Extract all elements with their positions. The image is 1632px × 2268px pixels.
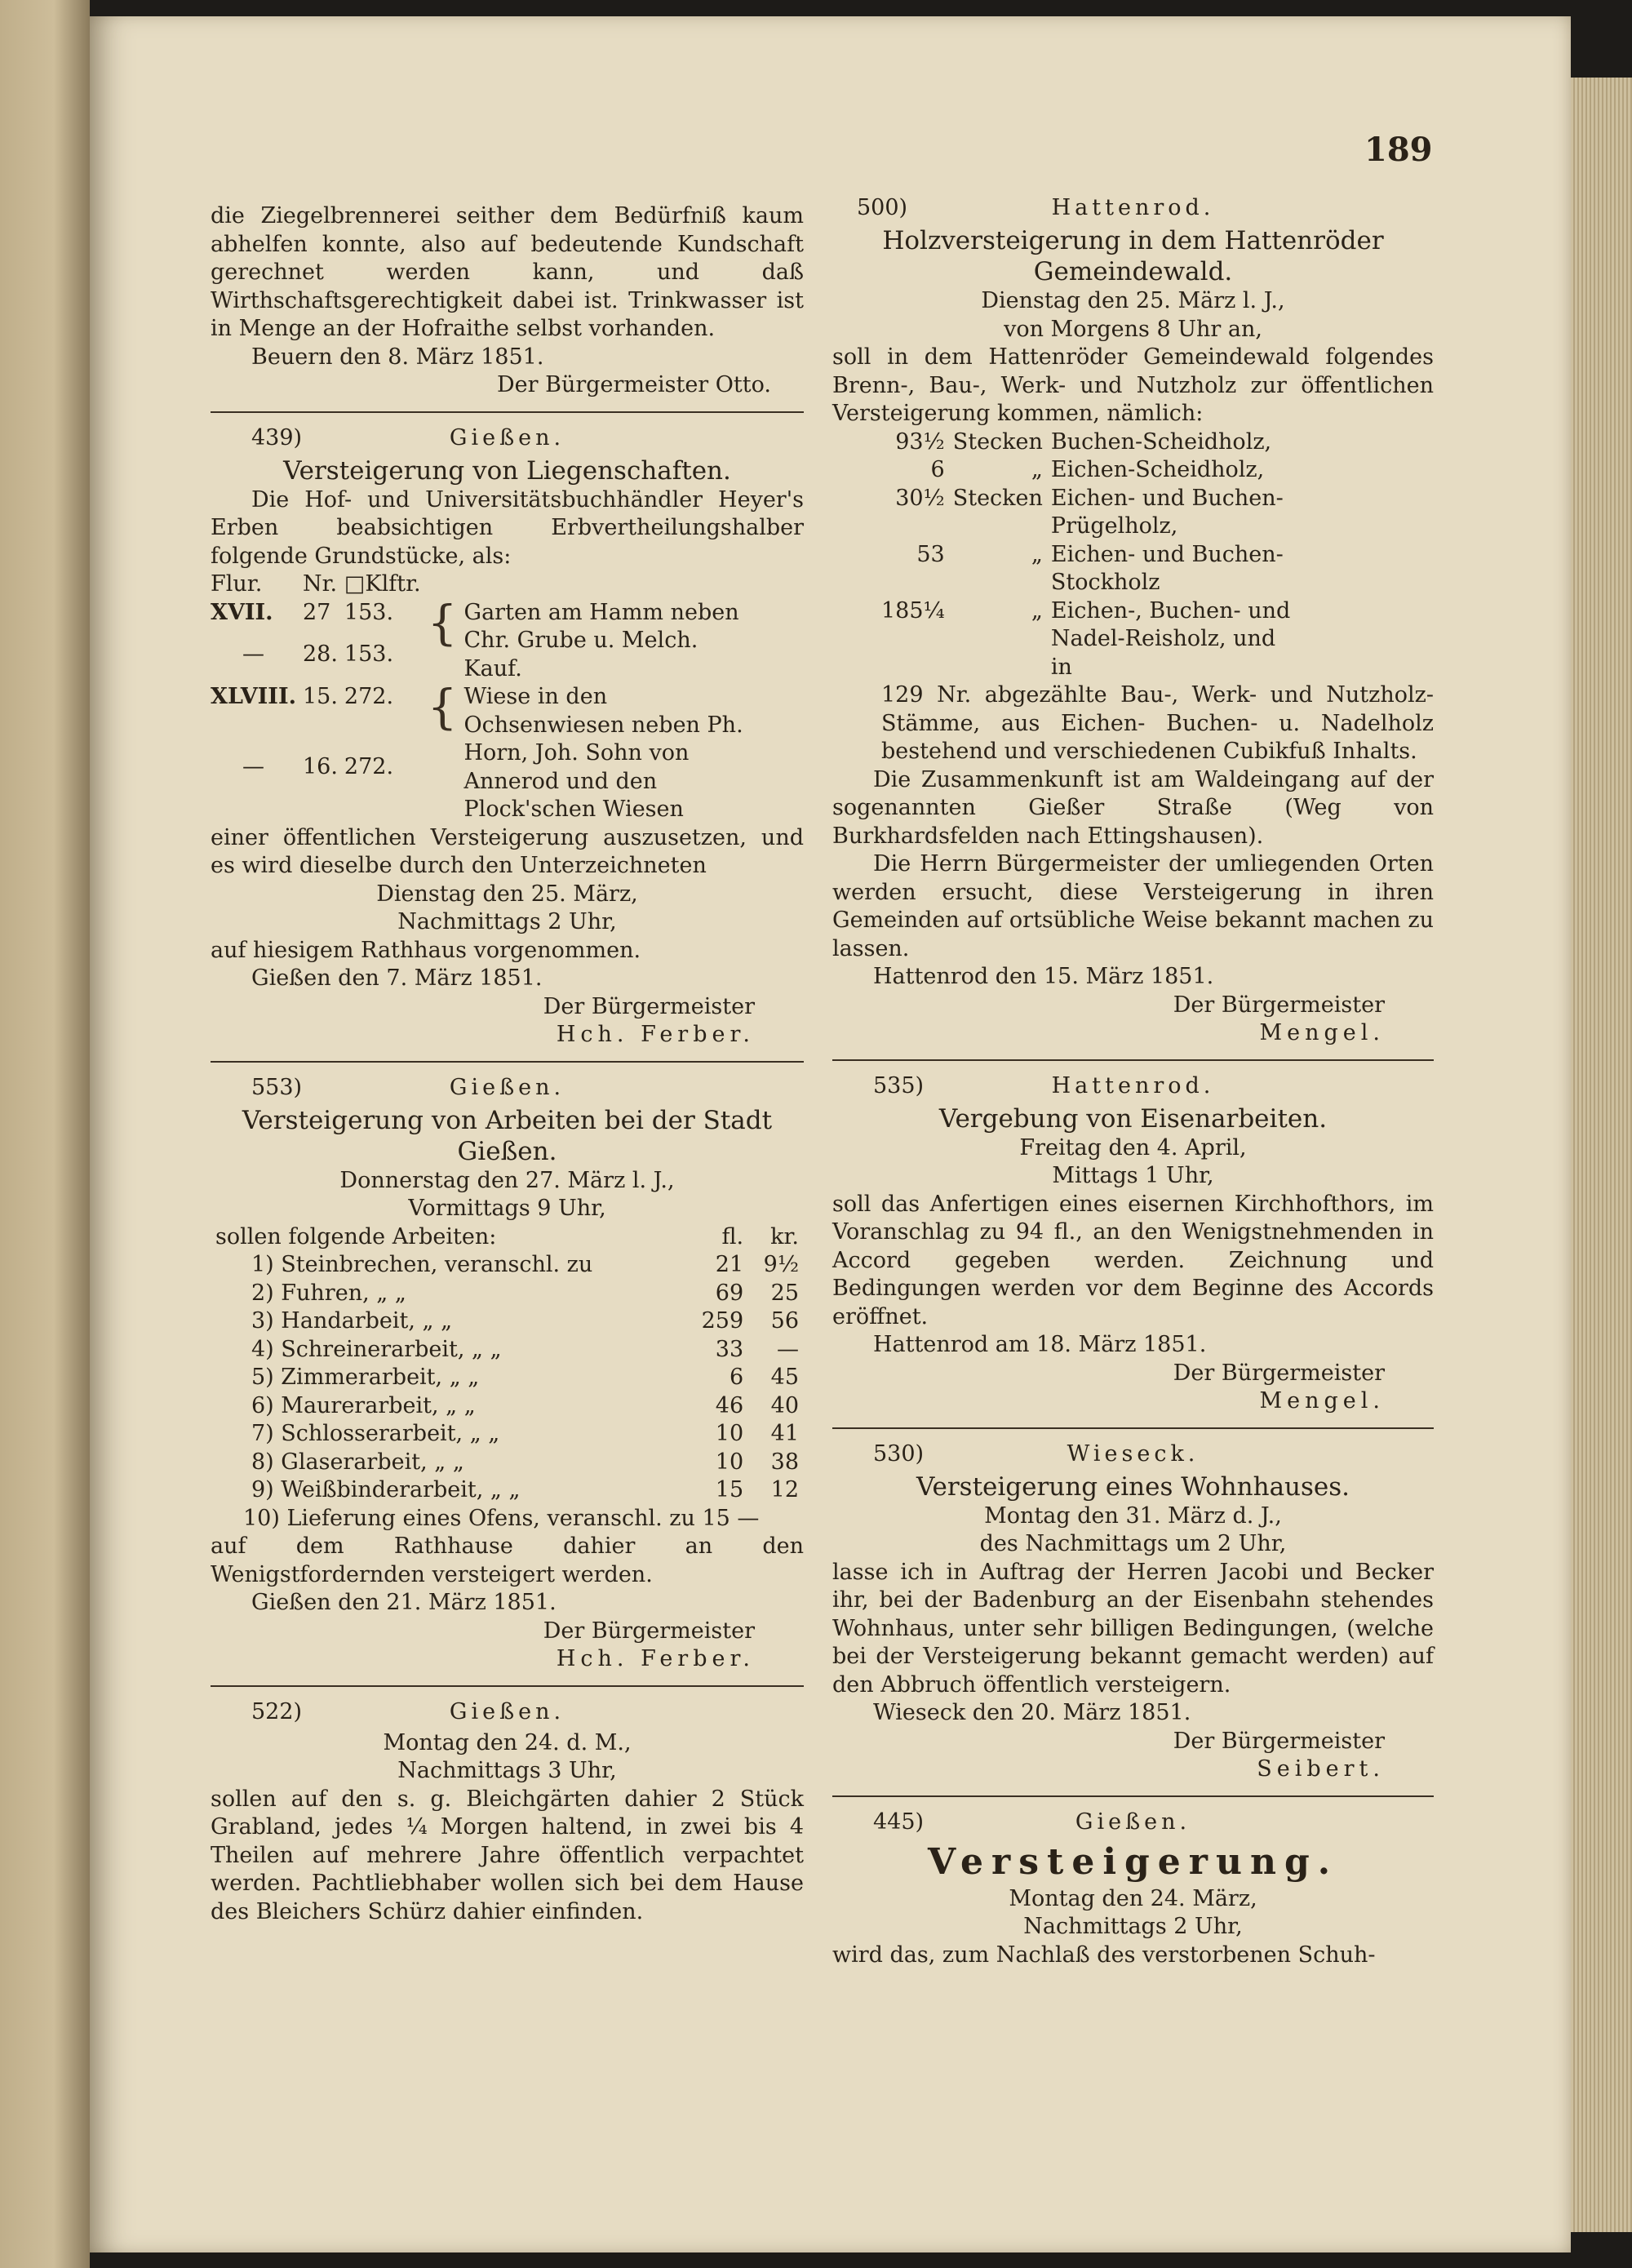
divider: [832, 1427, 1434, 1429]
notice-day: Donnerstag den 27. März l. J.,: [339, 1167, 675, 1193]
page-stack-edge: [1571, 78, 1632, 2232]
notice-place: Gießen.: [449, 1074, 565, 1100]
table-row: 1) Steinbrechen, veranschl. zu 21 9½: [251, 1252, 799, 1277]
notice-time: Nachmittags 2 Uhr,: [1023, 1914, 1243, 1939]
table-row: XLVIII. 15. 272. { Wiese in den Ochsenwiesen neben Ph. Horn, Joh. Sohn von Annerod und den Plock'schen Wiesen: [211, 683, 765, 753]
brace: {: [427, 679, 458, 735]
notice-number: 553): [251, 1074, 303, 1100]
plot-description: Wiese in den Ochsenwiesen neben Ph. Horn, Joh. Sohn von Annerod und den Plock'schen Wiesen: [463, 684, 743, 822]
notice-553: [211, 1074, 804, 1674]
notice-time: des Nachmittags um 2 Uhr,: [979, 1531, 1287, 1556]
signer-title: Der Bürgermeister: [1173, 1728, 1385, 1754]
notice-continued: [211, 202, 804, 400]
notice-number: 522): [251, 1698, 303, 1724]
table-row: 6) Maurerarbeit, „ „ 46 40: [251, 1392, 799, 1418]
table-row: — 16. 272.: [242, 754, 394, 780]
signer-name: Seibert.: [1257, 1756, 1385, 1782]
works-table: [211, 1223, 804, 1505]
table-row: 4) Schreinerarbeit, „ „ 33 —: [251, 1336, 799, 1362]
notice-535: [832, 1072, 1434, 1416]
place-date: Wieseck den 20. März 1851.: [873, 1700, 1191, 1725]
notice-time: Vormittags 9 Uhr,: [408, 1196, 606, 1221]
notice-day: Montag den 24. d. M.,: [383, 1729, 632, 1755]
brace: {: [427, 594, 458, 650]
place-date: Gießen den 7. März 1851.: [251, 965, 543, 991]
table-row: 3) Handarbeit, „ „ 259 56: [251, 1308, 799, 1334]
notice-title: Holzversteigerung in dem Hattenröder Gemeindewald.: [882, 226, 1384, 286]
table-row: 93½ Stecken Buchen-Scheidholz,: [895, 428, 1272, 455]
notice-number: 535): [873, 1072, 925, 1098]
notice-place: Hattenrod.: [1051, 1072, 1215, 1098]
notice-title: Versteigerung von Arbeiten bei der Stadt Gießen.: [242, 1105, 773, 1166]
notice-time: Nachmittags 2 Uhr,: [397, 909, 617, 934]
notice-number: 500): [857, 195, 908, 220]
notice-body: einer öffentlichen Versteigerung auszusetzen, und es wird dieselbe durch den Unterzeichneten: [211, 824, 804, 878]
table-row: 9) Weißbinderarbeit, „ „ 15 12: [251, 1477, 799, 1502]
col-klftr: □Klftr.: [344, 571, 421, 597]
table-row: 185¼ „ Eichen-, Buchen- und Nadel-Reisholz, und in: [881, 597, 1291, 680]
plots-header: [211, 570, 765, 599]
place-date: Hattenrod am 18. März 1851.: [873, 1332, 1207, 1357]
notice-day: Montag den 31. März d. J.,: [984, 1502, 1282, 1529]
table-row: 7) Schlosserarbeit, „ „ 10 41: [251, 1421, 799, 1446]
divider: [832, 1059, 1434, 1061]
previous-page-edge: [0, 0, 90, 2268]
signer-name: Mengel.: [1259, 1020, 1385, 1045]
table-row: 53 „ Eichen- und Buchen-Stockholz: [916, 541, 1284, 595]
notice-body: auf dem Rathhause dahier an den Wenigstfordernden versteigert werden.: [211, 1533, 804, 1587]
notice-intro: soll in dem Hattenröder Gemeindewald folgendes Brenn-, Bau-, Werk- und Nutzholz zur öffentlichen Versteigerung kommen, nämlich:: [832, 344, 1434, 426]
plots-table: [211, 570, 765, 824]
notice-title: Vergebung von Eisenarbeiten.: [938, 1103, 1328, 1134]
divider: [211, 411, 804, 413]
notice-place: Hattenrod.: [1051, 195, 1215, 220]
notice-500: [832, 194, 1434, 1048]
col-fl: fl.: [721, 1223, 744, 1249]
signer-title: Der Bürgermeister: [1173, 1360, 1385, 1386]
notice-day: Dienstag den 25. März,: [376, 881, 638, 907]
notice-title: Versteigerung von Liegenschaften.: [283, 455, 731, 486]
works-item-10: 10) Lieferung eines Ofens, veranschl. zu 15 —: [243, 1505, 760, 1531]
divider: [832, 1795, 1434, 1797]
table-row: 8) Glaserarbeit, „ „ 10 38: [251, 1449, 799, 1475]
col-kr: kr.: [770, 1223, 799, 1249]
notice-place: Gießen.: [449, 424, 565, 450]
notice-number: 439): [251, 424, 303, 450]
notice-time: Nachmittags 3 Uhr,: [397, 1758, 617, 1783]
signer-name: Hch. Ferber.: [556, 1646, 755, 1671]
table-row: XVII. 27 153. { Garten am Hamm neben Chr. Grube u. Melch. Kauf.: [211, 599, 765, 641]
notice-title: Versteigerung.: [927, 1840, 1339, 1883]
notice-place: Gießen.: [1075, 1809, 1191, 1835]
left-column: [211, 202, 804, 1929]
signer-name: Hch. Ferber.: [556, 1022, 755, 1047]
notice-text: die Ziegelbrennerei seither dem Bedürfniß kaum abhelfen konnte, also auf bedeutende Kundschaft gerechnet werden kann, und daß Wirthschaftsgerechtigkeit dabei ist. Trinkwasser ist in Menge an der Hofraithe selbst vorhanden.: [211, 203, 804, 341]
place-date: Gießen den 21. März 1851.: [251, 1590, 557, 1615]
signer-title: Der Bürgermeister: [543, 1618, 755, 1644]
signer-title: Der Bürgermeister: [1173, 992, 1385, 1018]
meeting-text: Die Zusammenkunft ist am Waldeingang auf der sogenannten Gießer Straße (Weg von Burkhardsfelden nach Ettingshausen).: [832, 766, 1434, 849]
request-text: Die Herrn Bürgermeister der umliegenden Orten werden ersucht, diese Versteigerung in ihren Gemeinden auf ortsübliche Weise bekannt machen zu lassen.: [832, 851, 1434, 961]
notice-day: Montag den 24. März,: [1009, 1885, 1257, 1911]
stems-text: 129 Nr. abgezählte Bau-, Werk- und Nutzholz-Stämme, aus Eichen- Buchen- u. Nadelholz bestehend und verschiedenen Cubikfuß Inhalts.: [881, 682, 1434, 764]
notice-number: 530): [873, 1440, 925, 1467]
notice-title: Versteigerung eines Wohnhauses.: [916, 1471, 1350, 1502]
page-number: 189: [1364, 131, 1433, 169]
signer-name: Mengel.: [1259, 1388, 1385, 1414]
place-date: Hattenrod den 15. März 1851.: [873, 964, 1214, 989]
table-row: 2) Fuhren, „ „ 69 25: [251, 1280, 799, 1306]
signature: Der Bürgermeister Otto.: [496, 372, 771, 397]
table-row: 5) Zimmerarbeit, „ „ 6 45: [251, 1365, 799, 1390]
notice-intro: sollen folgende Arbeiten:: [215, 1223, 497, 1249]
signer-title: Der Bürgermeister: [543, 993, 755, 1019]
notice-439: [211, 424, 804, 1050]
place-date: Beuern den 8. März 1851.: [251, 344, 544, 370]
table-row: 6 „ Eichen-Scheidholz,: [930, 457, 1265, 482]
notice-445: [832, 1809, 1434, 1970]
right-column: [832, 194, 1434, 1973]
notice-intro: Die Hof- und Universitätsbuchhändler Heyer's Erben beabsichtigen Erbvertheilungshalber folgende Grundstücke, als:: [211, 486, 804, 569]
divider: [211, 1685, 804, 1687]
notice-time: von Morgens 8 Uhr an,: [1004, 316, 1262, 342]
notice-place: Gießen.: [449, 1698, 565, 1724]
notice-day: Dienstag den 25. März l. J.,: [981, 288, 1285, 313]
notice-where: auf hiesigem Rathhaus vorgenommen.: [211, 937, 641, 963]
works-header: [211, 1223, 804, 1252]
col-flur: Flur.: [211, 571, 263, 597]
table-row: 30½ Stecken Eichen- und Buchen-Prügelholz,: [895, 485, 1284, 539]
divider: [211, 1061, 804, 1063]
table-row: — 28. 153.: [242, 641, 394, 668]
notice-number: 445): [873, 1809, 925, 1835]
notice-day: Freitag den 4. April,: [1019, 1134, 1247, 1161]
notice-body: soll das Anfertigen eines eisernen Kirchhofthors, im Voranschlag zu 94 fl., an den Wenigstnehmenden in Accord gegeben werden. Zeichnung und Bedingungen werden vor dem Beginne des Accords eröffnet.: [832, 1191, 1434, 1329]
plot-description: Garten am Hamm neben Chr. Grube u. Melch. Kauf.: [463, 599, 739, 681]
notice-body: lasse ich in Auftrag der Herren Jacobi und Becker ihr, bei der Badenburg an der Eisenbahn stehendes Wohnhaus, unter sehr billigen Bedingungen, (welche bei der Versteigerung bekannt gemacht werden) auf den Abbruch öffentlich versteigern.: [832, 1559, 1434, 1698]
notice-place: Wieseck.: [1067, 1440, 1200, 1467]
notice-522: [211, 1698, 804, 1927]
col-nr: Nr.: [302, 571, 338, 597]
wood-table: [881, 428, 1304, 682]
notice-body: wird das, zum Nachlaß des verstorbenen Schuh-: [832, 1942, 1376, 1968]
notice-body: sollen auf den s. g. Bleichgärten dahier 2 Stück Grabland, jedes ¼ Morgen haltend, in zwei bis 4 Theilen auf mehrere Jahre öffentlich verpachtet werden. Pachtliebhaber wollen sich bei dem Hause des Bleichers Schürz dahier einfinden.: [211, 1786, 804, 1924]
notice-530: [832, 1440, 1434, 1784]
notice-time: Mittags 1 Uhr,: [1052, 1163, 1214, 1188]
